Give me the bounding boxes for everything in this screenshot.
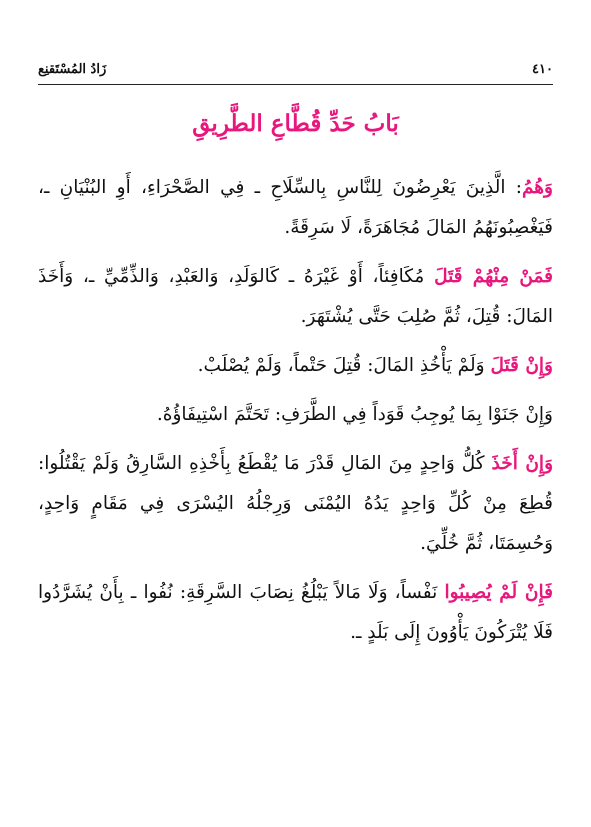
paragraph [38, 573, 553, 653]
paragraph [38, 168, 553, 248]
book-title: زَادُ المُسْتَقنِع [38, 61, 107, 77]
paragraph [38, 257, 553, 337]
paragraph-text: كُلُّ وَاحِدٍ مِنَ المَالِ قَدْرَ مَا يُقْطَعُ بِأَخْذِهِ السَّارِقُ وَلَمْ يَقْتُلُوا: قُطِعَ مِنْ كُلِّ وَاحِدٍ يَدُهُ اليُمْنَى وَرِجْلُهُ اليُسْرَى فِي مَقَامٍ وَاحِدٍ، وَحُسِمَتَا، ثُمَّ خُلِّيَ. [38, 453, 553, 554]
paragraph [38, 346, 553, 386]
chapter-title: بَابُ حَدِّ قُطَّاعِ الطَّرِيقِ [192, 110, 399, 137]
body-text [38, 168, 553, 662]
paragraph-lead: فَإِنْ لَمْ يُصِيبُوا [444, 582, 553, 603]
paragraph-text: : الَّذِينَ يَعْرِضُونَ لِلنَّاسِ بِالسِّلَاحِ ـ فِي الصَّحْرَاءِ، أَوِ البُنْيَانِ ـ، فَيَغْصِبُونَهُمُ المَالَ مُجَاهَرَةً، لَا سَرِقَةً. [38, 177, 553, 238]
header-divider [38, 84, 553, 85]
paragraph [38, 444, 553, 564]
paragraph-text: وَلَمْ يَأْخُذِ المَالَ: قُتِلَ حَتْماً، وَلَمْ يُصْلَبْ. [197, 355, 491, 376]
paragraph-lead: وَإِنْ قَتَلَ [490, 355, 553, 376]
paragraph-lead: وَإِنْ أَخَذَ [491, 453, 554, 474]
paragraph-text: نَفْساً، وَلَا مَالاً يَبْلُغُ نِصَابَ السَّرِقَةِ: نُفُوا ـ بِأَنْ يُشَرَّدُوا فَلَا يُتْرَكُونَ يَأْوُونَ إِلَى بَلَدٍ ـ. [38, 582, 553, 643]
page-number: ٤١٠ [532, 61, 553, 77]
paragraph-lead: وَهُمُ [521, 177, 553, 198]
paragraph-lead: فَمَنْ مِنْهُمْ قَتَلَ [434, 266, 553, 287]
running-header [38, 58, 553, 80]
paragraph-text: وَإِنْ جَنَوْا بِمَا يُوجِبُ قَوَداً فِي الطَّرَفِ: تَحَتَّمَ اسْتِيفَاؤُهُ. [156, 404, 553, 425]
paragraph-text: مُكَافِئاً، أَوْ غَيْرَهُ ـ كَالوَلَدِ، وَالعَبْدِ، وَالذِّمِّيِّ ـ، وَأَخَذَ المَالَ: قُتِلَ، ثُمَّ صُلِبَ حَتَّى يُشْتَهَرَ. [38, 266, 553, 327]
paragraph [38, 395, 553, 435]
